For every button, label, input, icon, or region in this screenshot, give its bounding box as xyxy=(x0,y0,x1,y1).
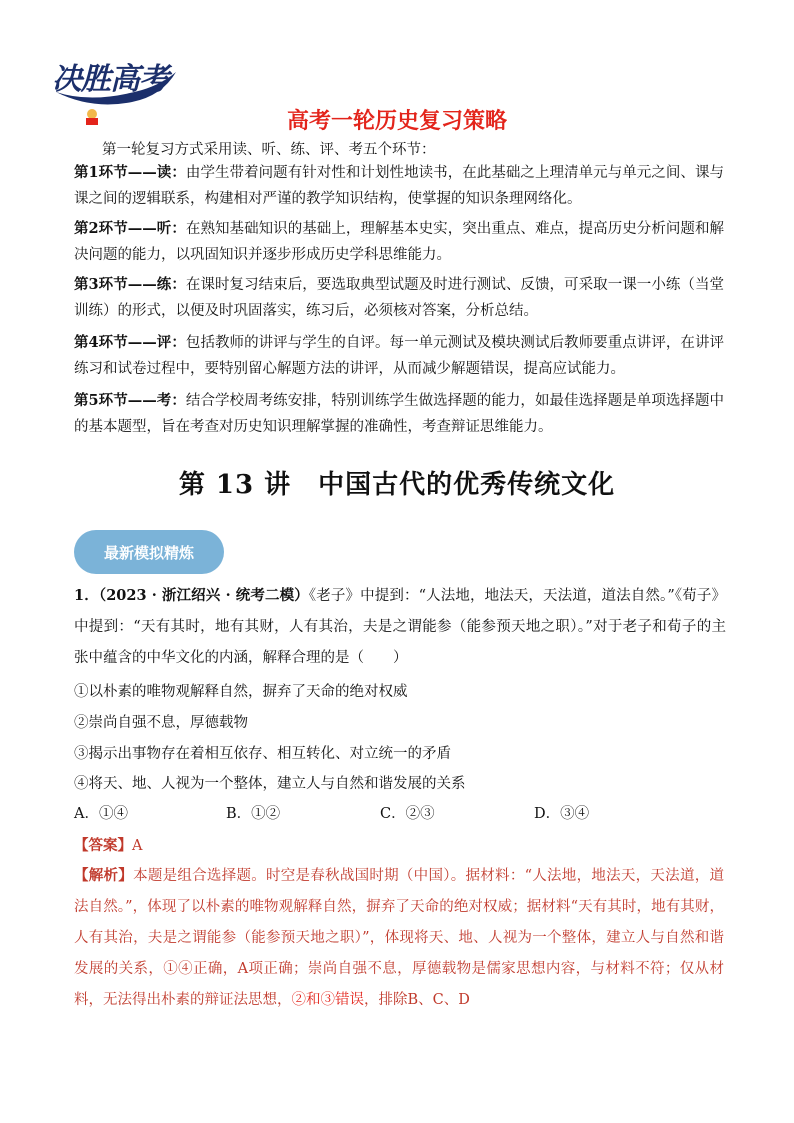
intro-text: 第一轮复习方式采用读、听、练、评、考五个环节： xyxy=(102,142,436,158)
step-2: 第2环节——听：在熟知基础知识的基础上，理解基本史实，突出重点、难点，提高历史分析问题和解决问题的能力，以巩固知识并逐步形成历史学科思维能力。 xyxy=(74,220,724,263)
choice-d: D．③④ xyxy=(534,806,590,822)
choice-b: B．①② xyxy=(226,806,281,822)
question-stem: 1．（2023 · 浙江绍兴 · 统考二模）《老子》中提到：“人法地，地法天，天法道，道法自然。”《荀子》中提到：“天有其时，地有其财，人有其治，夫是之谓能参（能参预天地之职）。”对于老子和荀子的主张中蕴含的中华文化的内涵，解释合理的是（ ） xyxy=(74,587,726,666)
step-5: 第5环节——考：结合学校周考练安排，特别训练学生做选择题的能力，如最佳选择题是单项选择题中的基本题型，旨在考查对历史知识理解掌握的准确性，考查辩证思维能力。 xyxy=(74,392,724,435)
choice-a: A．①④ xyxy=(74,806,128,822)
question-item-3: ③揭示出事物存在着相互依存、相互转化、对立统一的矛盾 xyxy=(74,746,451,762)
analysis: 【解析】本题是组合选择题。时空是春秋战国时期（中国）。据材料：“人法地，地法天，天法道，道法自然。”，体现了以朴素的唯物观解释自然，摒弃了天命的绝对权威；据材料“天有其时，地有其财，人有其治，夫是之谓能参（能参预天地之职）”，体现将天、地、人视为一个整体，建立人与自然和谐发展的关系，①④正确，A项正确；崇尚自强不息，厚德载物是儒家思想内容，与材料不符；仅从材料，无法得出朴素的辩证法思想，②和③错误，排除B、C、D xyxy=(74,867,724,1008)
step-3: 第3环节——练：在课时复习结束后，要选取典型试题及时进行测试、反馈，可采取一课一小练（当堂训练）的形式，以便及时巩固落实，练习后，必须核对答案，分析总结。 xyxy=(74,276,724,319)
question-item-1: ①以朴素的唯物观解释自然，摒弃了天命的绝对权威 xyxy=(74,684,408,700)
lesson-title: 第 13 讲 中国古代的优秀传统文化 xyxy=(178,470,616,500)
question-item-2: ②崇尚自强不息，厚德载物 xyxy=(74,715,248,731)
logo-text: 决胜高考 xyxy=(52,62,168,97)
page-header-title: 高考一轮历史复习策略 xyxy=(286,109,507,134)
step-4: 第4环节——评：包括教师的讲评与学生的自评。每一单元测试及模块测试后教师要重点讲评，在讲评练习和试卷过程中，要特别留心解题方法的讲评，从而减少解题错误，提高应试能力。 xyxy=(74,334,724,377)
step-1: 第1环节——读：由学生带着问题有针对性和计划性地读书，在此基础之上理清单元与单元之间、课与课之间的逻辑联系，构建相对严谨的教学知识结构，使掌握的知识条理网络化。 xyxy=(74,164,724,207)
section-badge: 最新模拟精炼 xyxy=(74,530,224,574)
choice-c: C．②③ xyxy=(380,806,435,822)
answer: 【答案】A xyxy=(74,837,143,854)
question-item-4: ④将天、地、人视为一个整体，建立人与自然和谐发展的关系 xyxy=(74,776,466,792)
